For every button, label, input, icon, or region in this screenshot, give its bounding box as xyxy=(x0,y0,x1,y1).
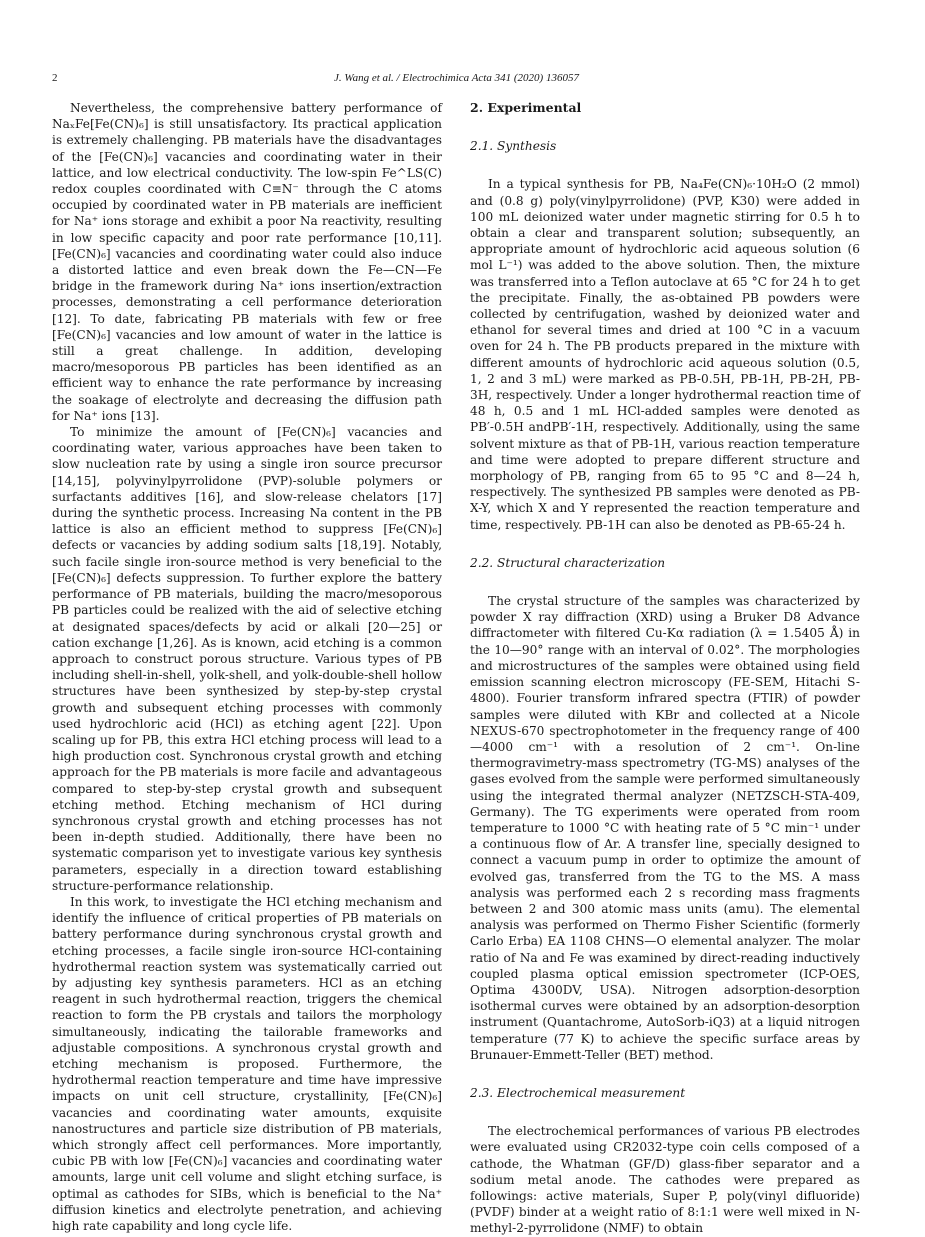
right-column xyxy=(470,100,860,1237)
page-number: 2 xyxy=(52,72,58,84)
journal-citation: J. Wang et al. / Electrochimica Acta 341 (2020) 136057 xyxy=(334,72,579,84)
left-column xyxy=(52,100,442,1234)
electrochemical-paragraph: The electrochemical performances of various PB electrodes were evaluated using CR2032-type coin cells composed of a cathode, the Whatman (GF/D) glass-fiber separator and a sodium metal anode. The cathodes were prepared as followings: active materials, Super P, poly(vinyl difluoride) (PVDF) binder at a weight ratio of 8:1:1 were well mixed in N-methyl-2-pyrrolidone (NMF) to obtain xyxy=(470,1124,860,1236)
subsection-title-electrochemical: 2.3. Electrochemical measurement xyxy=(470,1085,686,1100)
intro-paragraph-3: In this work, to investigate the HCl etching mechanism and identify the influence of critical properties of PB materials on battery performance during synchronous crystal growth and etching processes, a facile single iron-source HCl-containing hydrothermal reaction system was systematically carried out by adjusting key synthesis parameters. HCl as an etching reagent in such hydrothermal reaction, triggers the chemical reaction to form the PB crystals and tailors the morphology simultaneously, indicating the tailorable frameworks and adjustable compositions. A synchronous crystal growth and etching mechanism is proposed. Furthermore, the hydrothermal reaction temperature and time have impressive impacts on unit cell structure, crystallinity, [Fe(CN)₆] vacancies and coordinating water amounts, exquisite nanostructures and particle size distribution of PB materials, which strongly affect cell performances. More importantly, cubic PB with low [Fe(CN)₆] vacancies and coordinating water amounts, large unit cell volume and slight etching surface, is optimal as cathodes for SIBs, which is beneficial to the Na⁺ diffusion kinetics and electrolyte penetration, and achieving high rate capability and long cycle life. xyxy=(52,894,442,1234)
structural-paragraph: The crystal structure of the samples was characterized by powder X ray diffraction (XRD) using a Bruker D8 Advance diffractometer with filtered Cu-Kα radiation (λ = 1.5405 Å) in the 10—90° range with an interval of 0.02°. The morphologies and microstructures of the samples were obtained using field emission scanning electron microscopy (FE-SEM, Hitachi S-4800). Fourier transform infrared spectra (FTIR) of powder samples were diluted with KBr and collected at a Nicole NEXUS-670 spectrophotometer in the frequency range of 400—4000 cm⁻¹ with a resolution of 2 cm⁻¹. On-line thermogravimetry-mass spectrometry (TG-MS) analyses of the gases evolved from the sample were performed simultaneously using the integrated thermal analyzer (NETZSCH-STA-409, Germany). The TG experiments were operated from room temperature to 1000 °C with heating rate of 5 °C min⁻¹ under a continuous flow of Ar. A transfer line, specially designed to connect a vacuum pump in order to optimize the amount of evolved gas, transferred from the TG to the MS. A mass analysis was performed each 2 s recording mass fragments between 2 and 300 atomic mass units (amu). The elemental analysis was performed on Thermo Fisher Scientific (formerly Carlo Erba) EA 1108 CHNS—O elemental analyzer. The molar ratio of Na and Fe was examined by direct-reading inductively coupled plasma optical emission spectrometer (ICP-OES, Optima 4300DV, USA). Nitrogen adsorption-desorption isothermal curves were obtained by an adsorption-desorption instrument (Quantachrome, AutoSorb-iQ3) at a liquid nitrogen temperature (77 K) to achieve the specific surface areas by Brunauer-Emmett-Teller (BET) method. xyxy=(470,594,860,1062)
intro-paragraph-1: Nevertheless, the comprehensive battery performance of NaₓFe[Fe(CN)₆] is still unsatisfactory. Its practical application is extremely challenging. PB materials have the disadvantages of the [Fe(CN)₆] vacancies and coordinating water in their lattice, and low electrical conductivity. The low-spin Fe^LS(C) redox couples coordinated with C≡N⁻ through the C atoms occupied by coordinated water in PB materials are inefficient for Na⁺ ions storage and exhibit a poor Na reactivity, resulting in low specific capacity and poor rate performance [10,11]. [Fe(CN)₆] vacancies and coordinating water could also induce a distorted lattice and even break down the Fe—CN—Fe bridge in the framework during Na⁺ ions insertion/extraction processes, demonstrating a cell performance deterioration [12]. To date, fabricating PB materials with few or free [Fe(CN)₆] vacancies and low amount of water in the lattice is still a great challenge. In addition, developing macro/mesoporous PB particles has been identified as an efficient way to enhance the rate performance by increasing the soakage of electrolyte and decreasing the diffusion path for Na⁺ ions [13]. xyxy=(52,101,442,423)
subsection-title-structural: 2.2. Structural characterization xyxy=(470,555,666,570)
section-title-experimental: 2. Experimental xyxy=(470,100,582,115)
page-header xyxy=(52,72,861,88)
intro-paragraph-2: To minimize the amount of [Fe(CN)₆] vacancies and coordinating water, various approaches have been taken to slow nucleation rate by using a single iron source precursor [14,15], polyvinylpyrrolidone (PVP)-soluble polymers or surfactants additives [16], and slow-release chelators [17] during the synthetic process. Increasing Na content in the PB lattice is also an efficient method to suppress [Fe(CN)₆] defects or vacancies by adding sodium salts [18,19]. Notably, such facile single iron-source method is very beneficial to the [Fe(CN)₆] defects suppression. To further explore the battery performance of PB materials, building the macro/mesoporous PB particles could be realized with the aid of selective etching at designated spaces/defects by acid or alkali [20—25] or cation exchange [1,26]. As is known, acid etching is a common approach to construct porous structure. Various types of PB including shell-in-shell, yolk-shell, and yolk-double-shell hollow structures have been synthesized by step-by-step crystal growth and subsequent etching processes with commonly used hydrochloric acid (HCl) as etching agent [22]. Upon scaling up for PB, this extra HCl etching process will lead to a high production cost. Synchronous crystal growth and etching approach for the PB materials is more facile and advantageous compared to step-by-step crystal growth and subsequent etching method. Etching mechanism of HCl during synchronous crystal growth and etching processes has not been in-depth studied. Additionally, there have been no systematic comparison yet to investigate various key synthesis parameters, especially in a direction toward establishing structure-performance relationship. xyxy=(52,425,442,893)
synthesis-paragraph: In a typical synthesis for PB, Na₄Fe(CN)₆·10H₂O (2 mmol) and (0.8 g) poly(vinylpyrrolidone) (PVP, K30) were added in 100 mL deionized water under magnetic stirring for 0.5 h to obtain a clear and transparent solution; subsequently, an appropriate amount of hydrochloric acid aqueous solution (6 mol L⁻¹) was added to the above solution. Then, the mixture was transferred into a Teflon autoclave at 65 °C for 24 h to get the precipitate. Finally, the as-obtained PB powders were collected by centrifugation, washed by deionized water and ethanol for several times and dried at 100 °C in a vacuum oven for 24 h. The PB products prepared in the mixture with different amounts of hydrochloric acid aqueous solution (0.5, 1, 2 and 3 mL) were marked as PB-0.5H, PB-1H, PB-2H, PB-3H, respectively. Under a longer hydrothermal reaction time of 48 h, 0.5 and 1 mL HCl-added samples were denoted as PB′-0.5H andPB′-1H, respectively. Additionally, using the same solvent mixture as that of PB-1H, various reaction temperature and time were adopted to prepare different structure and morphology of PB, ranging from 65 to 95 °C and 8—24 h, respectively. The synthesized PB samples were denoted as PB-X-Y, which X and Y represented the reaction temperature and time, respectively. PB-1H can also be denoted as PB-65-24 h. xyxy=(470,177,860,532)
subsection-title-synthesis: 2.1. Synthesis xyxy=(470,139,557,154)
